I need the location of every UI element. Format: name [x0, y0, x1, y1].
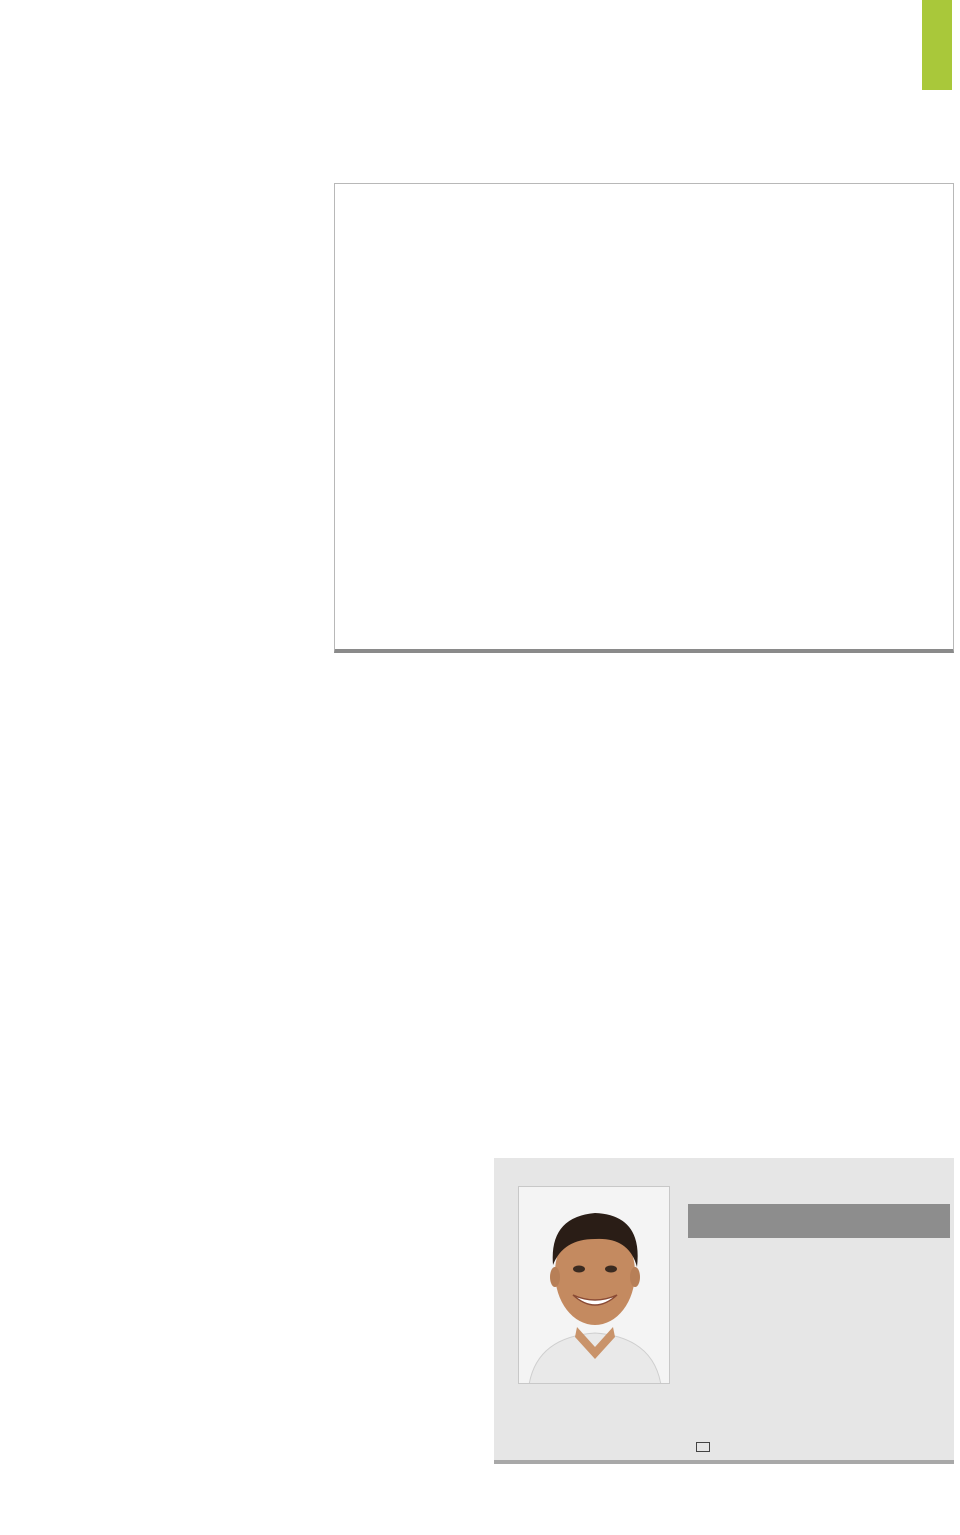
author-box — [494, 1158, 954, 1464]
figure-backtest — [334, 183, 954, 653]
envelope-icon — [696, 1442, 710, 1452]
author-email — [696, 1440, 716, 1454]
backtest-results-image — [341, 232, 947, 544]
section-color-tab — [922, 0, 952, 90]
author-photo — [518, 1186, 670, 1384]
author-name — [688, 1204, 950, 1238]
